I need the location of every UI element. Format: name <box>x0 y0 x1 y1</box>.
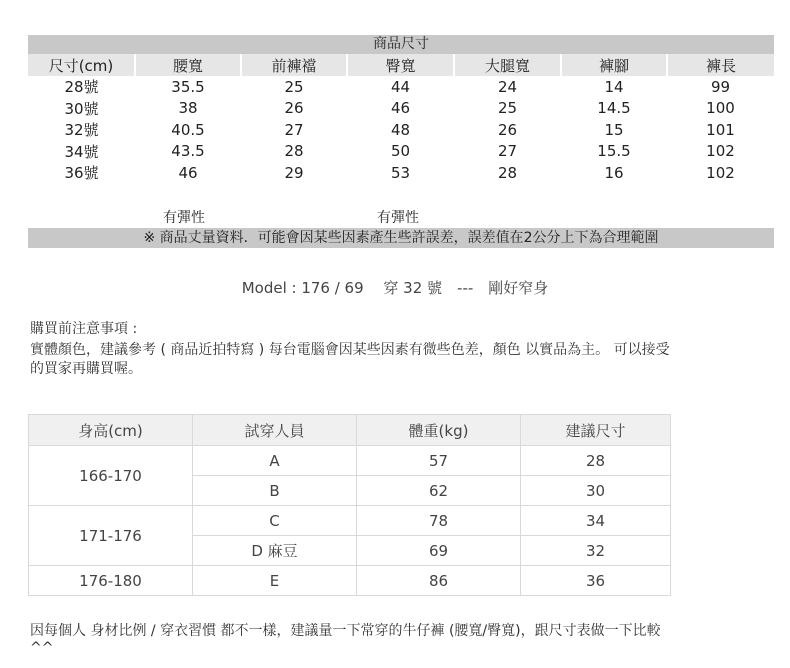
size-cell: 43.5 <box>171 142 205 161</box>
weight-cell: 86 <box>357 566 521 596</box>
tester-cell: A <box>193 446 357 476</box>
table-row <box>28 98 774 120</box>
notice-line-1: 實體顏色，建議參考 ( 商品近拍特寫 ) 每台電腦會因某些因素有微些色差，顏色 以實品為主。 可以接受 <box>30 342 670 358</box>
size-table <box>28 54 774 184</box>
size-cell: 28 <box>284 142 304 161</box>
weight-cell: 78 <box>357 506 521 536</box>
tester-cell: C <box>193 506 357 536</box>
size-cell: 34號 <box>64 142 99 161</box>
size-header-front-rise: 前褲襠 <box>241 54 347 76</box>
elastic-label-hip: 有彈性 <box>377 210 419 226</box>
suggested-size-cell: 28 <box>521 446 671 476</box>
suggested-size-cell: 36 <box>521 566 671 596</box>
fit-header-tester: 試穿人員 <box>193 415 357 446</box>
size-cell: 16 <box>604 163 624 182</box>
size-cell: 100 <box>706 99 735 118</box>
table-row <box>28 141 774 163</box>
size-cell: 27 <box>284 120 304 139</box>
size-table-header-row <box>28 54 774 76</box>
size-header-size: 尺寸(cm) <box>28 54 135 76</box>
size-cell: 99 <box>710 77 731 96</box>
weight-cell: 62 <box>357 476 521 506</box>
size-cell: 101 <box>706 120 735 139</box>
size-cell: 15 <box>604 120 624 139</box>
suggested-size-cell: 30 <box>521 476 671 506</box>
tester-cell: E <box>193 566 357 596</box>
size-table-title: 商品尺寸 <box>28 35 774 54</box>
size-cell: 25 <box>284 77 304 96</box>
table-row <box>28 76 774 98</box>
size-cell: 46 <box>178 163 198 182</box>
size-header-waist: 腰寬 <box>135 54 241 76</box>
size-cell: 53 <box>390 163 411 182</box>
notice-line-2: 的買家再購買喔。 <box>30 361 142 377</box>
model-info: Model : 176 / 69 穿 32 號 --- 剛好窄身 <box>241 279 549 297</box>
size-cell: 102 <box>706 142 735 161</box>
measurement-note: ※ 商品丈量資料．可能會因某些因素產生些許誤差，誤差值在2公分上下為合理範圍 <box>28 228 774 248</box>
size-header-hip: 臀寬 <box>347 54 454 76</box>
suggested-size-cell: 34 <box>521 506 671 536</box>
size-header-length: 褲長 <box>667 54 774 76</box>
size-cell: 24 <box>497 77 518 96</box>
table-row <box>29 446 671 476</box>
size-cell: 48 <box>390 120 411 139</box>
height-range-cell: 176-180 <box>29 566 193 596</box>
size-cell: 14 <box>604 77 624 96</box>
fit-header-suggested-size: 建議尺寸 <box>521 415 671 446</box>
suggested-size-cell: 32 <box>521 536 671 566</box>
size-cell: 102 <box>706 163 735 182</box>
table-row <box>29 566 671 596</box>
size-cell: 14.5 <box>597 99 631 118</box>
fit-table-header-row <box>29 415 671 446</box>
table-row <box>28 162 774 184</box>
size-cell: 38 <box>178 99 198 118</box>
size-cell: 40.5 <box>171 120 205 139</box>
footer-line-2: ^^ <box>30 640 54 656</box>
size-header-hem: 褲腳 <box>561 54 667 76</box>
size-cell: 27 <box>497 142 518 161</box>
size-cell: 36號 <box>64 164 99 183</box>
fit-header-height: 身高(cm) <box>29 415 193 446</box>
table-row <box>29 506 671 536</box>
size-header-thigh: 大腿寬 <box>454 54 561 76</box>
height-range-cell: 166-170 <box>29 446 193 506</box>
size-cell: 26 <box>497 120 518 139</box>
fit-header-weight: 體重(kg) <box>357 415 521 446</box>
fit-table <box>28 414 671 596</box>
size-cell: 28號 <box>64 78 99 97</box>
size-cell: 32號 <box>64 121 99 140</box>
height-range-cell: 171-176 <box>29 506 193 566</box>
size-cell: 25 <box>497 99 518 118</box>
size-cell: 30號 <box>64 99 99 118</box>
size-cell: 15.5 <box>597 142 631 161</box>
tester-cell: D 麻豆 <box>193 536 357 566</box>
weight-cell: 69 <box>357 536 521 566</box>
size-cell: 44 <box>390 77 411 96</box>
weight-cell: 57 <box>357 446 521 476</box>
size-cell: 35.5 <box>171 77 205 96</box>
size-cell: 29 <box>284 163 304 182</box>
notice-heading: 購買前注意事項 : <box>30 321 138 337</box>
footer-line-1: 因每個人 身材比例 / 穿衣習慣 都不一樣，建議量一下常穿的牛仔褲 (腰寬/臀寬)，跟尺寸表做一下比較 <box>30 623 661 639</box>
size-cell: 50 <box>390 142 411 161</box>
size-cell: 46 <box>390 99 411 118</box>
table-row <box>28 119 774 141</box>
size-cell: 28 <box>497 163 518 182</box>
tester-cell: B <box>193 476 357 506</box>
elastic-label-waist: 有彈性 <box>163 210 205 226</box>
size-cell: 26 <box>284 99 304 118</box>
